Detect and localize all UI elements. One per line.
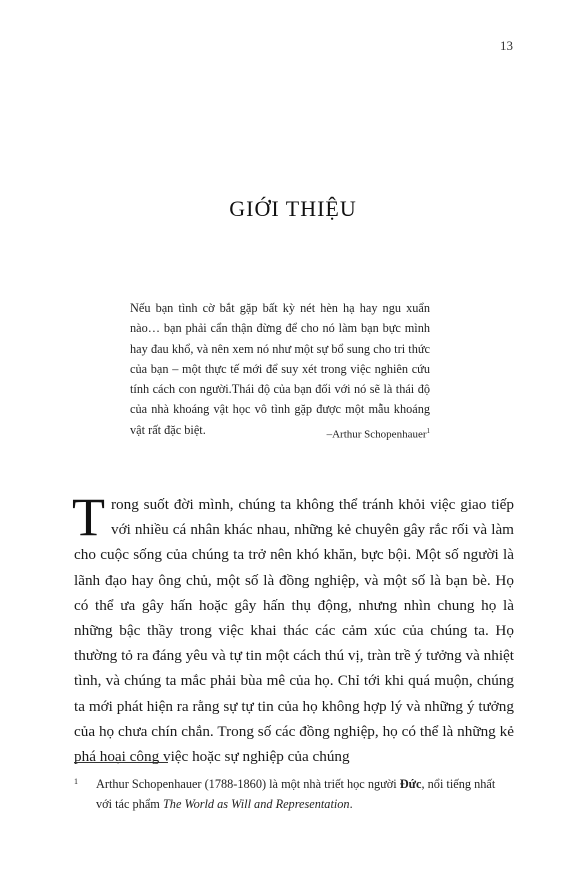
- footnote-work-title: The World as Will and Representation: [162, 797, 350, 811]
- body-paragraph: [72, 487, 514, 769]
- drop-cap: T: [72, 487, 105, 547]
- body-text: rong suốt đời mình, chúng ta không thể tránh khỏi việc giao tiếp với nhiều cá nhân khác nhau, những kẻ chuyên gây rắc rối và làm cho cuộc sống của chúng ta trở nên khó khăn, bực bội. Một số người là lãnh đạo hay ông chủ, một số là đồng nghiệp, và một số là bạn bè. Họ có thể ưa gây hấn hoặc gây hấn thụ động, nhưng nhìn chung họ là những bậc thầy trong việc khai thác các cảm xúc của chúng ta. Họ thường tỏ ra đáng yêu và tự tin một cách thú vị, tràn trề ý tưởng và nhiệt tình, và chúng ta mắc phải bùa mê của họ. Chỉ tới khi quá muộn, chúng ta mới phát hiện ra rằng sự tự tin của họ không hợp lý và những ý tưởng của họ chưa chín chắn. Trong số các đồng nghiệp, họ có thể là những kẻ phá hoại công việc hoặc sự nghiệp của chúng: [74, 496, 514, 766]
- attribution-name: –Arthur Schopenhauer: [326, 428, 427, 441]
- footnote-marker: 1: [74, 777, 78, 786]
- footnote-divider: [74, 762, 168, 763]
- chapter-title: GIỚI THIỆU: [229, 196, 357, 221]
- footnote-post: .: [349, 797, 353, 811]
- footnote-pre: Arthur Schopenhauer (1788-1860) là một nhà triết học người: [96, 777, 400, 791]
- footnote-mid: , nổi tiếng nhất với tác phẩm: [96, 777, 496, 811]
- footnote-country: Đức: [399, 777, 422, 791]
- epigraph-quote: Nếu bạn tình cờ bắt gặp bất kỳ nét hèn hạ hay ngu xuẩn nào… bạn phải cẩn thận đừng để cho nó làm bạn bực mình hay đau khổ, và nên xem nó như một sự bổ sung cho tri thức của bạn – một thực tế mới để suy xét trong việc nghiên cứu tính cách con người.Thái độ của bạn đối với nó sẽ là thái độ của nhà khoáng vật học vô tình gặp được một mẫu khoáng vật rất đặc biệt.: [130, 301, 430, 437]
- page-number: 13: [500, 38, 513, 53]
- footnote: [74, 774, 514, 814]
- footnote-text: [74, 774, 514, 814]
- epigraph-attribution: [130, 427, 430, 441]
- attribution-footnote-ref: 1: [426, 427, 430, 435]
